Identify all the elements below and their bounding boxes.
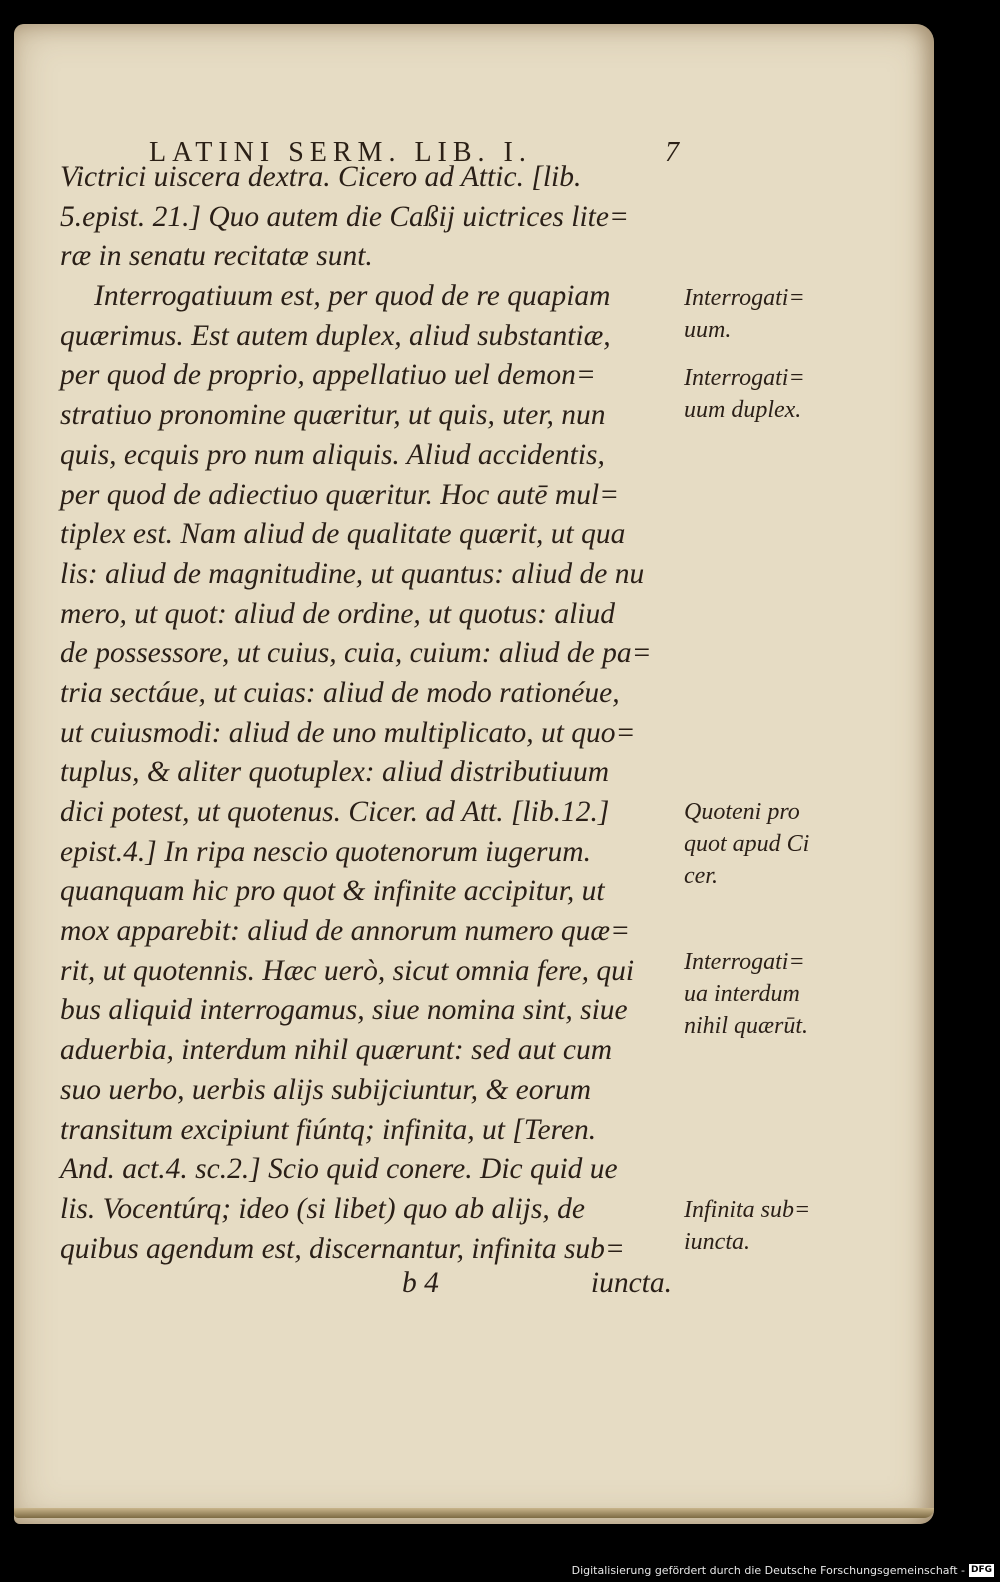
marginal-note: [684, 1194, 854, 1258]
marginal-line: Infinita sub=: [684, 1197, 811, 1223]
text-line: suo uerbo, uerbis alijs subijciuntur, & eorum: [60, 1073, 592, 1106]
text-line: de possessore, ut cuius, cuia, cuium: aliud de pa=: [60, 637, 652, 670]
marginal-note: [684, 946, 854, 1042]
text-line: per quod de adiectiuo quæritur. Hoc autē mul=: [60, 478, 620, 511]
text-line: Victrici uiscera dextra. Cicero ad Attic. [lib.: [60, 161, 582, 193]
marginal-line: ua interdum: [684, 981, 800, 1007]
signature-mark: b 4: [402, 1267, 439, 1299]
page-number: 7: [665, 137, 679, 168]
text-line: quærimus. Est autem duplex, aliud substantiæ,: [60, 319, 611, 352]
dfg-logo: DFG: [970, 1564, 992, 1575]
marginal-line: uum.: [684, 317, 732, 343]
running-head-title: LATINI SERM. LIB. I.: [149, 137, 532, 168]
marginal-line: quot apud Ci: [684, 831, 810, 857]
text-line: mero, ut quot: aliud de ordine, ut quotus: aliud: [60, 597, 615, 630]
marginal-line: nihil quærūt.: [684, 1013, 809, 1039]
marginal-line: cer.: [684, 863, 718, 889]
text-line: 5.epist. 21.] Quo autem die Caßij uictrices lite=: [60, 200, 629, 233]
text-line: And. act.4. sc.2.] Scio quid conere. Dic quid ue: [60, 1153, 618, 1186]
text-line: ræ in senatu recitatæ sunt.: [60, 240, 373, 273]
text-line: rit, ut quotennis. Hæc uerò, sicut omnia fere, qui: [60, 954, 635, 987]
text-line: tuplus, & aliter quotuplex: aliud distributiuum: [60, 756, 610, 789]
text-line: bus aliquid interrogamus, siue nomina sint, siue: [60, 994, 628, 1027]
text-line: transitum excipiunt fiúntq; infinita, ut [Teren.: [60, 1113, 597, 1146]
text-line: epist.4.] In ripa nescio quotenorum iugerum.: [60, 835, 591, 868]
text-line: per quod de proprio, appellatiuo uel demon=: [60, 359, 596, 392]
text-line: Interrogatiuum est, per quod de re quapiam: [94, 280, 611, 313]
marginal-line: Interrogati=: [684, 285, 805, 311]
main-text-block: [60, 158, 672, 1269]
page-footer: [60, 1267, 672, 1307]
marginal-line: Quoteni pro: [684, 799, 800, 825]
marginal-note: [684, 362, 854, 426]
text-line: aduerbia, interdum nihil quærunt: sed aut cum: [60, 1034, 613, 1067]
text-line: ut cuiusmodi: aliud de uno multiplicato, ut quo=: [60, 716, 636, 749]
digitization-credit: [572, 1562, 994, 1578]
marginal-line: uum duplex.: [684, 397, 802, 423]
text-line: quibus agendum est, discernantur, infinita sub=: [60, 1232, 625, 1265]
text-line: tria sectáue, ut cuias: aliud de modo rationéue,: [60, 676, 620, 709]
marginal-line: Interrogati=: [684, 949, 805, 975]
text-line: tiplex est. Nam aliud de qualitate quærit, ut qua: [60, 518, 626, 551]
text-line: quanquam hic pro quot & infinite accipitur, ut: [60, 875, 605, 908]
marginal-note: [684, 282, 854, 346]
marginal-note: [684, 796, 854, 892]
text-line: stratiuo pronomine quæritur, ut quis, uter, nun: [60, 399, 606, 432]
marginal-line: Interrogati=: [684, 365, 805, 391]
catchword: iuncta.: [590, 1267, 672, 1299]
credit-text: Digitalisierung gefördert durch die Deutsche Forschungsgemeinschaft -: [571, 1563, 965, 1577]
text-line: lis. Vocentúrq; ideo (si libet) quo ab alijs, de: [60, 1192, 585, 1225]
text-line: mox apparebit: aliud de annorum numero quæ=: [60, 915, 630, 948]
text-line: quis, ecquis pro num aliquis. Aliud accidentis,: [60, 438, 605, 471]
text-line: dici potest, ut quotenus. Cicer. ad Att. [lib.12.]: [60, 796, 610, 828]
text-line: lis: aliud de magnitudine, ut quantus: aliud de nu: [60, 557, 645, 590]
marginal-line: iuncta.: [684, 1229, 750, 1255]
